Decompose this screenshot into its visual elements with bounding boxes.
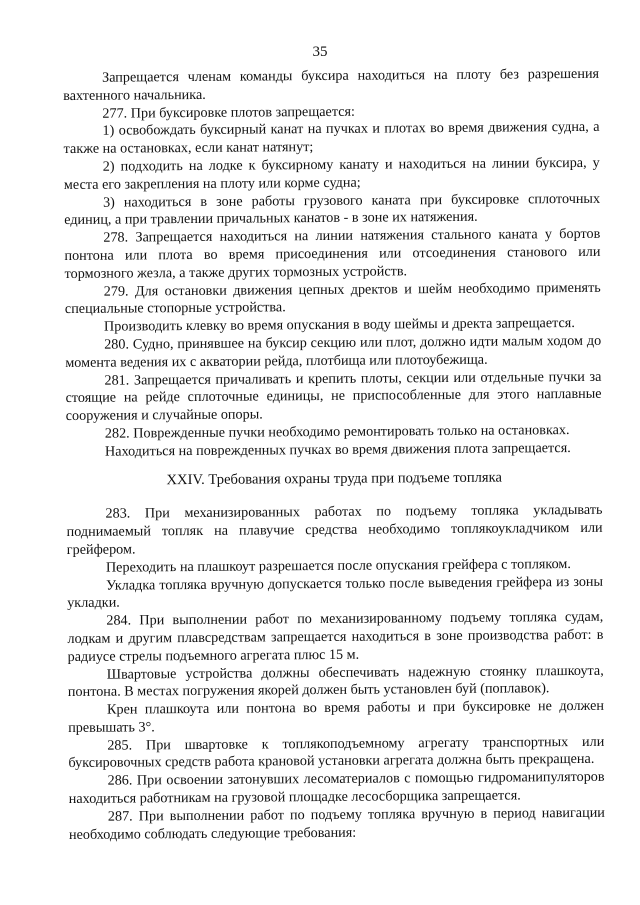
section-heading: XXIV. Требования охраны труда при подъеме топляка <box>166 469 503 488</box>
paragraph-279: 279. Для остановки движения цепных дректов и шейм необходимо применять специальные стопорные устройства. <box>64 279 601 318</box>
paragraph: Находиться на поврежденных пучках во время движения плота запрещается. <box>104 439 571 460</box>
paragraph: Производить клевку во время опускания в воду шеймы и дректа запрещается. <box>103 315 575 335</box>
paragraph: Швартовые устройства должны обеспечивать надежную стоянку плашкоута, понтона. В местах погружения якорей должен быть установлен буй (поплавок). <box>67 662 604 701</box>
paragraph-277-3: 3) находиться в зоне работы грузового каната при буксировке сплоточных единиц, а при травлении причальных канатов - в зоне их натяжения. <box>64 190 601 229</box>
paragraph-278: 278. Запрещается находиться на линии натяжения стального каната у бортов понтона или плота во время присоединения или отсоединения станового или тормозного жезла, а также других тормозных устройств. <box>64 225 601 282</box>
paragraph-280: 280. Судно, принявшее на буксир секцию или плот, должно идти малым ходом до момента ведения их с акватории рейда, плотбища или плотоубежища. <box>65 332 602 371</box>
paragraph-282: 282. Поврежденные пучки необходимо ремонтировать только на остановках. <box>104 421 570 442</box>
page-number: 35 <box>312 44 328 60</box>
paragraph: Переходить на плашкоут разрешается после опускания грейфера с топляком. <box>105 555 571 576</box>
paragraph-284: 284. При выполнении работ по механизированному подъему топляка судам, лодкам и другим плавсредствам запрещается находиться в зоне производства работ: в радиусе стрелы подъемного агрегата плюс 15 м. <box>67 608 604 665</box>
paragraph-277-2: 2) подходить на лодке к буксирному канату и находиться на линии буксира, у места его закрепления на плоту или корме судна; <box>63 154 600 193</box>
document-body <box>63 66 605 845</box>
paragraph: Запрещается членам команды буксира находиться на плоту без разрешения вахтенного начальника. <box>63 65 600 104</box>
paragraph: Укладка топляка вручную допускается только после выведения грейфера из зоны укладки. <box>67 573 604 612</box>
paragraph-277: 277. При буксировке плотов запрещается: <box>102 103 356 122</box>
paragraph-283: 283. При механизированных работах по подъему топляка укладывать поднимаемый топляк на плавучие средства необходимо топлякоукладчиком или грейфером. <box>66 502 603 558</box>
paragraph: Крен плашкоута или понтона во время работы и при буксировке не должен превышать 3°. <box>68 697 605 736</box>
paragraph-285: 285. При швартовке к топлякоподъемному агрегату транспортных или буксировочных средств работа крановой установки агрегата должна быть прекращена. <box>68 733 605 772</box>
paragraph-281: 281. Запрещается причаливать и крепить плоты, секции или отдельные пучки за стоящие на рейде сплоточные единицы, не приспособленные для этого наплавные сооружения и случайные опоры. <box>65 368 602 425</box>
paragraph-277-1: 1) освобождать буксирный канат на пучках и плотах во время движения судна, а также на остановках, если канат натянут; <box>63 119 600 158</box>
paragraph-286: 286. При освоении затонувших лесоматериалов с помощью гидроманипуляторов находиться работникам на грузовой площадке лесосборщика запрещается. <box>68 769 605 808</box>
paragraph-287: 287. При выполнении работ по подъему топляка вручную в период навигации необходимо соблюдать следующие требования: <box>68 804 605 843</box>
